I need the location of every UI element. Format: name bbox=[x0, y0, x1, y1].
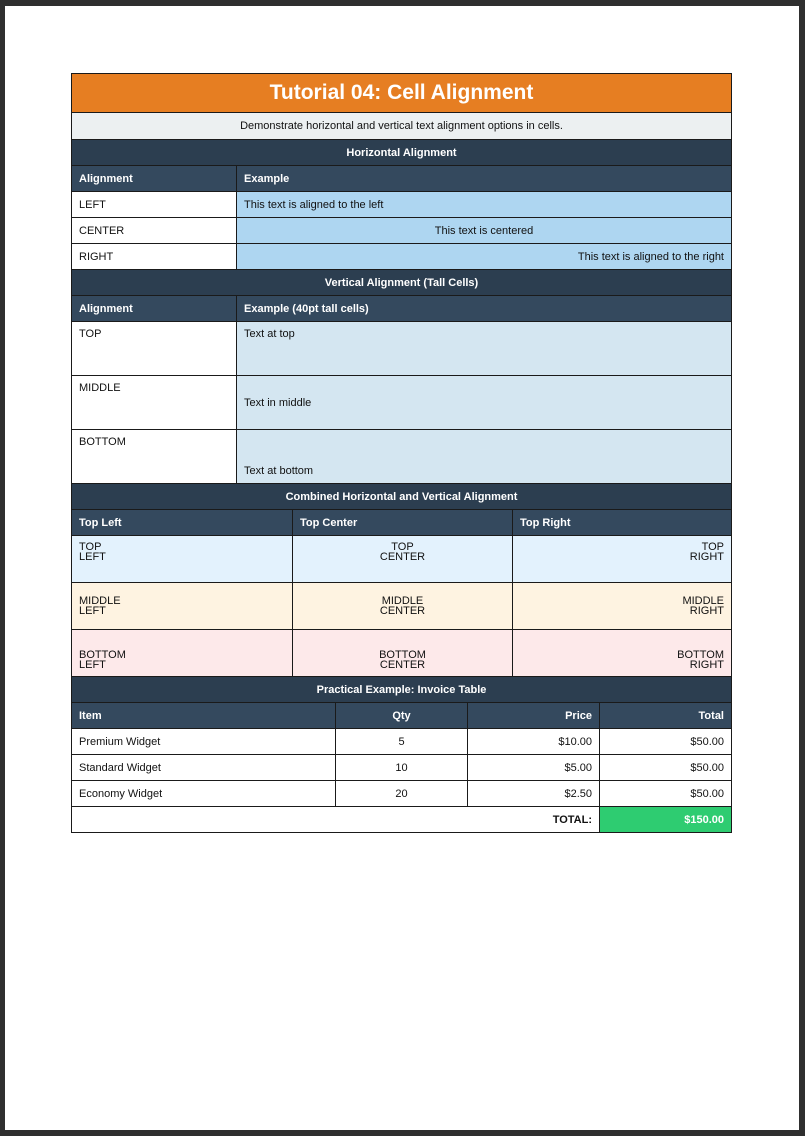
cell-label: RIGHT bbox=[79, 250, 114, 263]
combined-line: BOTTOM bbox=[379, 649, 426, 661]
cell-example: This text is centered bbox=[236, 218, 731, 243]
combined-cell bbox=[72, 536, 292, 582]
cell-example: This text is aligned to the left bbox=[236, 192, 731, 217]
cell-qty: 5 bbox=[335, 729, 467, 754]
combined-cell bbox=[512, 583, 731, 629]
combined-line: MIDDLE bbox=[381, 595, 424, 607]
table-row bbox=[72, 629, 731, 676]
section-combined: Combined Horizontal and Vertical Alignment bbox=[72, 484, 731, 509]
description: Demonstrate horizontal and vertical text alignment options in cells. bbox=[72, 113, 731, 139]
table-row bbox=[72, 728, 731, 754]
cell-label: MIDDLE bbox=[79, 382, 121, 394]
table-row bbox=[72, 780, 731, 806]
section-horizontal: Horizontal Alignment bbox=[72, 140, 731, 165]
combined-line: LEFT bbox=[79, 659, 106, 671]
page-title: Tutorial 04: Cell Alignment bbox=[72, 74, 731, 112]
cell-total: $50.00 bbox=[599, 729, 731, 754]
combined-cell bbox=[292, 630, 512, 676]
table-row bbox=[72, 429, 731, 483]
cell-total: $50.00 bbox=[599, 781, 731, 806]
combined-cell bbox=[512, 630, 731, 676]
combined-line: BOTTOM bbox=[79, 649, 126, 661]
cell-price: $5.00 bbox=[467, 755, 599, 780]
total-value: $150.00 bbox=[599, 807, 731, 832]
section-vertical: Vertical Alignment (Tall Cells) bbox=[72, 270, 731, 295]
cell-item: Premium Widget bbox=[79, 735, 161, 748]
combined-line: LEFT bbox=[79, 605, 106, 617]
cell-example: This text is aligned to the right bbox=[236, 244, 731, 269]
header-top-left: Top Left bbox=[72, 510, 292, 535]
combined-line: RIGHT bbox=[689, 551, 724, 563]
document-page bbox=[5, 6, 799, 1130]
cell-label: CENTER bbox=[79, 224, 125, 237]
cell-total: $50.00 bbox=[599, 755, 731, 780]
combined-line: CENTER bbox=[379, 551, 426, 563]
header-total: Total bbox=[599, 703, 731, 728]
combined-line: CENTER bbox=[379, 605, 426, 617]
header-top-right: Top Right bbox=[512, 510, 731, 535]
cell-qty: 10 bbox=[335, 755, 467, 780]
combined-line: TOP bbox=[701, 541, 724, 553]
cell-price: $2.50 bbox=[467, 781, 599, 806]
header-alignment: Alignment bbox=[72, 296, 236, 321]
total-label: TOTAL: bbox=[552, 813, 592, 826]
cell-example: Text at top bbox=[236, 322, 731, 375]
spreadsheet-table bbox=[71, 73, 732, 833]
table-row bbox=[72, 582, 731, 629]
combined-cell bbox=[292, 583, 512, 629]
section-invoice: Practical Example: Invoice Table bbox=[72, 677, 731, 702]
combined-line: MIDDLE bbox=[79, 595, 121, 607]
combined-line: MIDDLE bbox=[682, 595, 724, 607]
combined-line: BOTTOM bbox=[677, 649, 724, 661]
combined-line: RIGHT bbox=[689, 605, 724, 617]
header-item: Item bbox=[72, 703, 335, 728]
combined-line: LEFT bbox=[79, 551, 106, 563]
combined-cell bbox=[292, 536, 512, 582]
combined-line: TOP bbox=[391, 541, 414, 553]
header-example: Example (40pt tall cells) bbox=[236, 296, 731, 321]
cell-price: $10.00 bbox=[467, 729, 599, 754]
combined-cell bbox=[512, 536, 731, 582]
header-top-center: Top Center bbox=[292, 510, 512, 535]
cell-item: Standard Widget bbox=[79, 761, 161, 774]
cell-qty: 20 bbox=[335, 781, 467, 806]
combined-cell bbox=[72, 630, 292, 676]
combined-line: TOP bbox=[79, 541, 102, 553]
table-row bbox=[72, 217, 731, 243]
header-qty: Qty bbox=[335, 703, 467, 728]
cell-example: Text in middle bbox=[236, 376, 731, 429]
table-row bbox=[72, 243, 731, 269]
table-row bbox=[72, 535, 731, 582]
table-row bbox=[72, 754, 731, 780]
total-row bbox=[72, 806, 731, 832]
table-row bbox=[72, 191, 731, 217]
header-price: Price bbox=[467, 703, 599, 728]
cell-example: Text at bottom bbox=[236, 430, 731, 483]
header-alignment: Alignment bbox=[72, 166, 236, 191]
combined-line: RIGHT bbox=[689, 659, 724, 671]
cell-label: TOP bbox=[79, 328, 102, 340]
table-row bbox=[72, 321, 731, 375]
combined-line: CENTER bbox=[379, 659, 426, 671]
table-row bbox=[72, 375, 731, 429]
cell-label: LEFT bbox=[79, 198, 106, 211]
header-example: Example bbox=[236, 166, 731, 191]
cell-label: BOTTOM bbox=[79, 436, 126, 448]
cell-item: Economy Widget bbox=[79, 787, 163, 800]
combined-cell bbox=[72, 583, 292, 629]
